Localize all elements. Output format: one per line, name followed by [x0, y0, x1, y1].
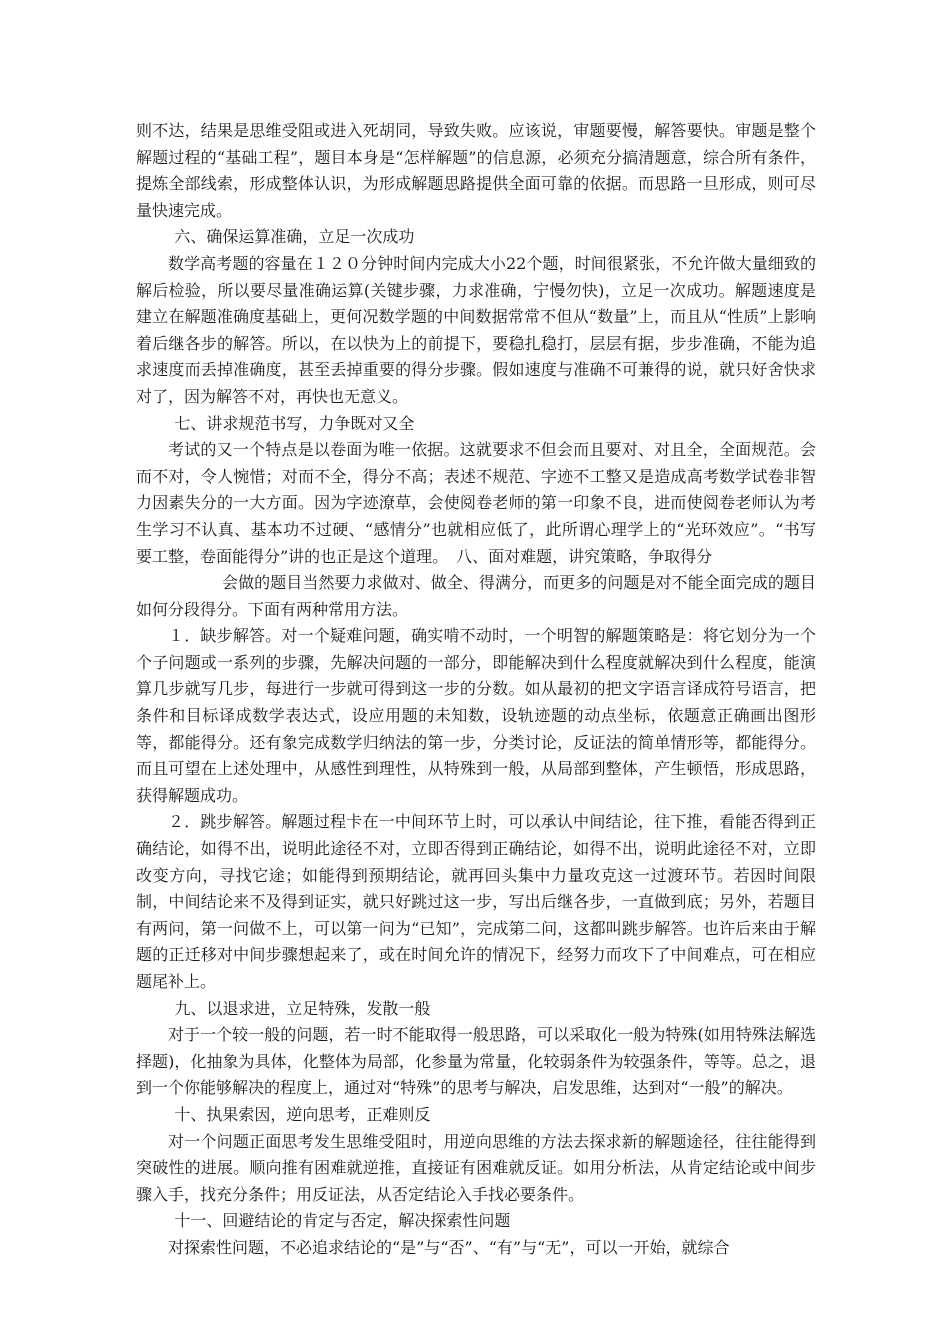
- document-page: [136, 118, 816, 1262]
- paragraph-text: 会做的题目当然要力求做对、做全、得满分，而更多的问题是对不能全面完成的题目如何分段得分。下面有两种常用方法。: [136, 573, 816, 619]
- paragraph: 数学高考题的容量在１２０分钟时间内完成大小22个题，时间很紧张，不允许做大量细致的解后检验，所以要尽量准确运算(关键步骤，力求准确，宁慢勿快)，立足一次成功。解题速度是建立在解题准确度基础上，更何况数学题的中间数据常常不但从“数量”上，而且从“性质”上影响着后继各步的解答。所以，在以快为上的前提下，要稳扎稳打，层层有据，步步准确，不能为追求速度而丢掉准确度，甚至丢掉重要的得分步骤。假如速度与准确不可兼得的说，就只好舍快求对了，因为解答不对，再快也无意义。: [136, 253, 816, 406]
- paragraph: 对探索性问题，不必追求结论的“是”与“否”、“有”与“无”，可以一开始，就综合: [168, 1237, 730, 1257]
- paragraph: ２．跳步解答。解题过程卡在一中间环节上时，可以承认中间结论，往下推，看能否得到正确结论，如得不出，说明此途径不对，立即否得到正确结论，如得不出，说明此途径不对，立即改变方向，寻找它途；如能得到预期结论，就再回头集中力量攻克这一过渡环节。若因时间限制，中间结论来不及得到证实，就只好跳过这一步，写出后继各步，一直做到底；另外，若题目有两问，第一问做不上，可以第一问为“已知”，完成第二问，这都叫跳步解答。也许后来由于解题的正迁移对中间步骤想起来了，或在时间允许的情况下，经努力而攻下了中间难点，可在相应题尾补上。: [136, 812, 816, 991]
- paragraph: 则不达，结果是思维受阻或进入死胡同，导致失败。应该说，审题要慢，解答要快。审题是整个解题过程的“基础工程”，题目本身是“怎样解题”的信息源，必须充分搞清题意，综合所有条件，提炼全部线索，形成整体认识，为形成解题思路提供全面可靠的依据。而思路一旦形成，则可尽量快速完成。: [136, 121, 816, 220]
- paragraph: [136, 570, 816, 623]
- paragraph: 考试的又一个特点是以卷面为唯一依据。这就要求不但会而且要对、对且全，全面规范。会而不对，令人惋惜；对而不全，得分不高；表述不规范、字迹不工整又是造成高考数学试卷非智力因素失分的一大方面。因为字迹潦草，会使阅卷老师的第一印象不良，进而使阅卷老师认为考生学习不认真、基本功不过硬、“感情分”也就相应低了，此所谓心理学上的“光环效应”。“书写要工整，卷面能得分”讲的也正是这个道理。 八、面对难题，讲究策略，争取得分: [136, 440, 816, 566]
- section-heading: 十、执果索因，逆向思考，正难则反: [174, 1104, 431, 1124]
- paragraph: 对于一个较一般的问题，若一时不能取得一般思路，可以采取化一般为特殊(如用特殊法解选择题)，化抽象为具体，化整体为局部，化参量为常量，化较弱条件为较强条件，等等。总之，退到一个你能够解决的程度上，通过对“特殊”的思考与解决，启发思维，达到对“一般”的解决。: [136, 1025, 816, 1098]
- paragraph: 对一个问题正面思考发生思维受阻时，用逆向思维的方法去探求新的解题途径，往往能得到突破性的进展。顺向推有困难就逆推，直接证有困难就反证。如用分析法，从肯定结论或中间步骤入手，找充分条件；用反证法，从否定结论入手找必要条件。: [136, 1131, 816, 1204]
- section-heading: 七、讲求规范书写，力争既对又全: [174, 413, 415, 433]
- section-heading: 九、以退求进，立足特殊，发散一般: [174, 998, 431, 1018]
- section-heading: 六、确保运算准确，立足一次成功: [174, 227, 415, 247]
- section-heading: 十一、回避结论的肯定与否定，解决探索性问题: [174, 1211, 511, 1231]
- paragraph: １．缺步解答。对一个疑难问题，确实啃不动时，一个明智的解题策略是：将它划分为一个个子问题或一系列的步骤，先解决问题的一部分，即能解决到什么程度就解决到什么程度，能演算几步就写几步，每进行一步就可得到这一步的分数。如从最初的把文字语言译成符号语言，把条件和目标译成数学表达式，设应用题的未知数，设轨迹题的动点坐标，依题意正确画出图形等，都能得分。还有象完成数学归纳法的第一步，分类讨论，反证法的简单情形等，都能得分。而且可望在上述处理中，从感性到理性，从特殊到一般，从局部到整体，产生顿悟，形成思路，获得解题成功。: [136, 626, 816, 805]
